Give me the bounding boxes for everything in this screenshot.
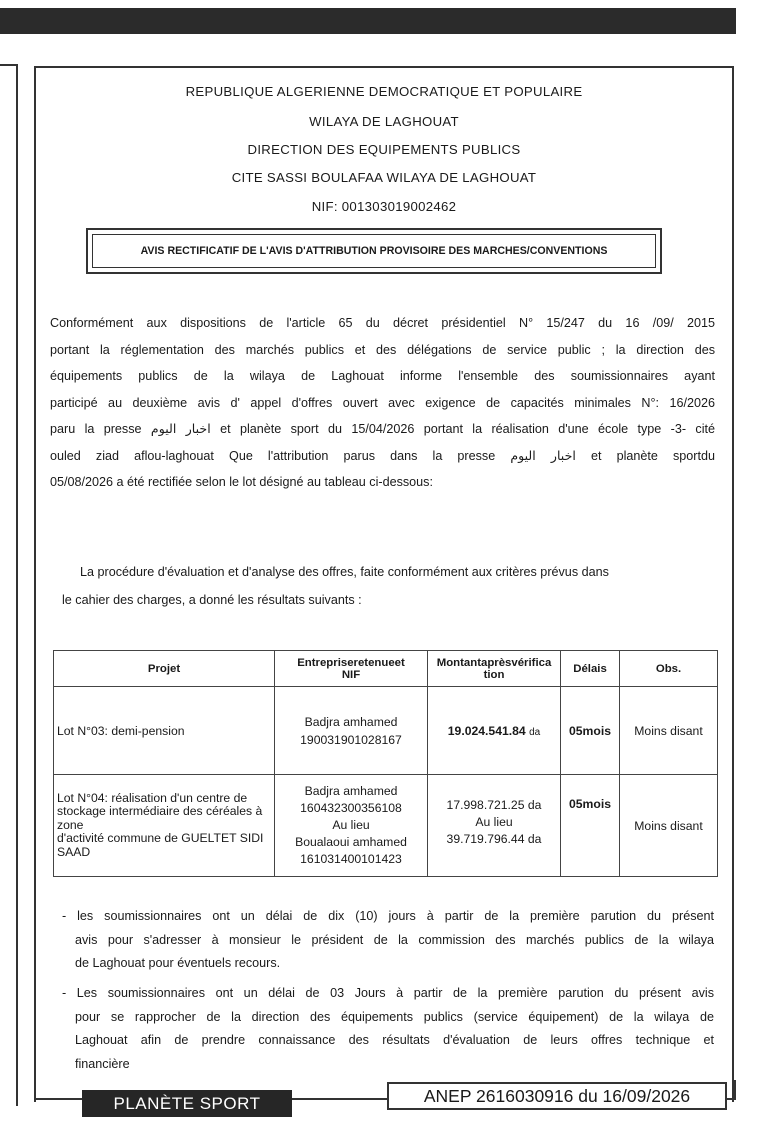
row1-entreprise bbox=[275, 687, 428, 775]
header-nif: NIF: 001303019002462 bbox=[311, 199, 457, 214]
header-montant-line1: Montantaprèsvérifica bbox=[436, 656, 552, 669]
row2-obs: Moins disant bbox=[620, 775, 718, 877]
header-wilaya: WILAYA DE LAGHOUAT bbox=[309, 114, 459, 129]
row1-delais: 05mois bbox=[561, 687, 620, 775]
row2-mont-line: Au lieu bbox=[475, 815, 513, 829]
row2-ent-line: Au lieu bbox=[332, 818, 370, 832]
header-projet: Projet bbox=[54, 651, 275, 687]
procedure-line: le cahier des charges, a donné les résultats suivants : bbox=[62, 593, 362, 607]
top-bar bbox=[0, 8, 736, 34]
row1-entreprise-name: Badjra amhamed bbox=[304, 714, 398, 729]
bullet-line: avis pour s'adresser à monsieur le président de la commission des marchés publics de la wilaya bbox=[75, 932, 714, 947]
consultation-note bbox=[62, 982, 714, 1076]
intro-line: ouled ziad aflou-laghouat Que l'attribution parus dans la presse اخبار اليوم et planète sportdu bbox=[50, 448, 715, 463]
table-header-row bbox=[54, 651, 718, 687]
row2-ent-line: 160432300356108 bbox=[300, 801, 402, 815]
results-table bbox=[53, 650, 718, 877]
intro-line: paru la presse اخبار اليوم et planète sport du 15/04/2026 portant la réalisation d'une école type -3- cité bbox=[50, 422, 716, 436]
intro-line: 05/08/2026 a été rectifiée selon le lot désigné au tableau ci-dessous: bbox=[50, 475, 433, 489]
header-entreprise-line1: Entrepriseretenueet bbox=[297, 656, 405, 669]
row2-mont-line: 17.998.721.25 da bbox=[446, 798, 542, 812]
anep-reference: ANEP 2616030916 du 16/09/2026 bbox=[387, 1082, 727, 1110]
intro-line: participé au deuxième avis d' appel d'offres ouvert avec exigence de capacités minimales N°: 16/2026 bbox=[50, 395, 715, 410]
row2-ent-line: Badjra amhamed bbox=[304, 784, 398, 798]
header-republic: REPUBLIQUE ALGERIENNE DEMOCRATIQUE ET POPULAIRE bbox=[185, 84, 583, 99]
newspaper-label: PLANÈTE SPORT bbox=[82, 1090, 292, 1117]
bullet-line: financière bbox=[75, 1056, 130, 1071]
header-entreprise bbox=[275, 651, 428, 687]
header-direction: DIRECTION DES EQUIPEMENTS PUBLICS bbox=[247, 142, 521, 157]
row2-ent-line: Boualaoui amhamed bbox=[295, 835, 407, 849]
header-montant-line2: tion bbox=[483, 668, 505, 681]
header-address: CITE SASSI BOULAFAA WILAYA DE LAGHOUAT bbox=[231, 170, 537, 185]
row2-delais: 05mois bbox=[561, 775, 620, 877]
footer-rule bbox=[34, 1098, 82, 1100]
bullet-line: pour se rapprocher de la direction des équipements publics (service équipement) de la wilaya de bbox=[75, 1009, 714, 1024]
row2-mont-line: 39.719.796.44 da bbox=[446, 832, 542, 846]
notice-title: AVIS RECTIFICATIF DE L'AVIS D'ATTRIBUTION PROVISOIRE DES MARCHES/CONVENTIONS bbox=[92, 234, 656, 268]
row1-montant-unit: da bbox=[529, 726, 541, 738]
procedure-line: La procédure d'évaluation et d'analyse des offres, faite conformément aux critères prévus dans bbox=[80, 565, 609, 579]
bullet-line: de Laghouat pour éventuels recours. bbox=[75, 956, 281, 970]
row2-ent-line: 161031400101423 bbox=[300, 852, 402, 866]
intro-paragraph bbox=[50, 310, 715, 496]
intro-line: portant la réglementation des marchés publics et des délégations de service public ; la direction des bbox=[50, 342, 715, 357]
row2-projet-line: Lot N°04: réalisation d'un centre de bbox=[57, 790, 248, 805]
header-obs: Obs. bbox=[620, 651, 718, 687]
intro-line: Conformément aux dispositions de l'article 65 du décret présidentiel N° 15/247 du 16 /09/ 2015 bbox=[50, 316, 715, 330]
bullet-line: - Les soumissionnaires ont un délai de 03 Jours à partir de la première parution du présent avis bbox=[62, 986, 714, 1000]
intro-line: équipements publics de la wilaya de Laghouat informe l'ensemble des soumissionnaires ayant bbox=[50, 369, 715, 383]
row1-projet: Lot N°03: demi-pension bbox=[54, 687, 275, 775]
row2-projet-line: SAAD bbox=[57, 844, 91, 859]
row2-projet-line: stockage intermédiaire des céréales à zone bbox=[57, 804, 263, 832]
recourse-note bbox=[62, 905, 714, 976]
header-entreprise-line2: NIF bbox=[341, 668, 361, 681]
row2-montant bbox=[428, 775, 561, 877]
table-row bbox=[54, 687, 718, 775]
header-delais: Délais bbox=[561, 651, 620, 687]
adjacent-column-border bbox=[0, 64, 18, 1106]
notice-title-box bbox=[86, 228, 662, 274]
row2-entreprise bbox=[275, 775, 428, 877]
row1-montant-value: 19.024.541.84 bbox=[447, 723, 526, 738]
footer-rule bbox=[734, 1080, 736, 1100]
header-montant bbox=[428, 651, 561, 687]
row2-projet-line: d'activité commune de GUELTET SIDI bbox=[57, 831, 264, 846]
procedure-paragraph bbox=[62, 558, 717, 614]
footer-rule bbox=[292, 1098, 387, 1100]
table-row bbox=[54, 775, 718, 877]
bullet-line: - les soumissionnaires ont un délai de dix (10) jours à partir de la première parution du présent bbox=[62, 909, 714, 923]
row1-entreprise-nif: 190031901028167 bbox=[300, 732, 402, 747]
bullet-line: Laghouat afin de prendre connaissance des résultats d'évaluation de leurs offres technique et bbox=[75, 1033, 714, 1047]
row1-obs: Moins disant bbox=[620, 687, 718, 775]
row1-montant bbox=[428, 687, 561, 775]
row2-projet bbox=[54, 775, 275, 877]
